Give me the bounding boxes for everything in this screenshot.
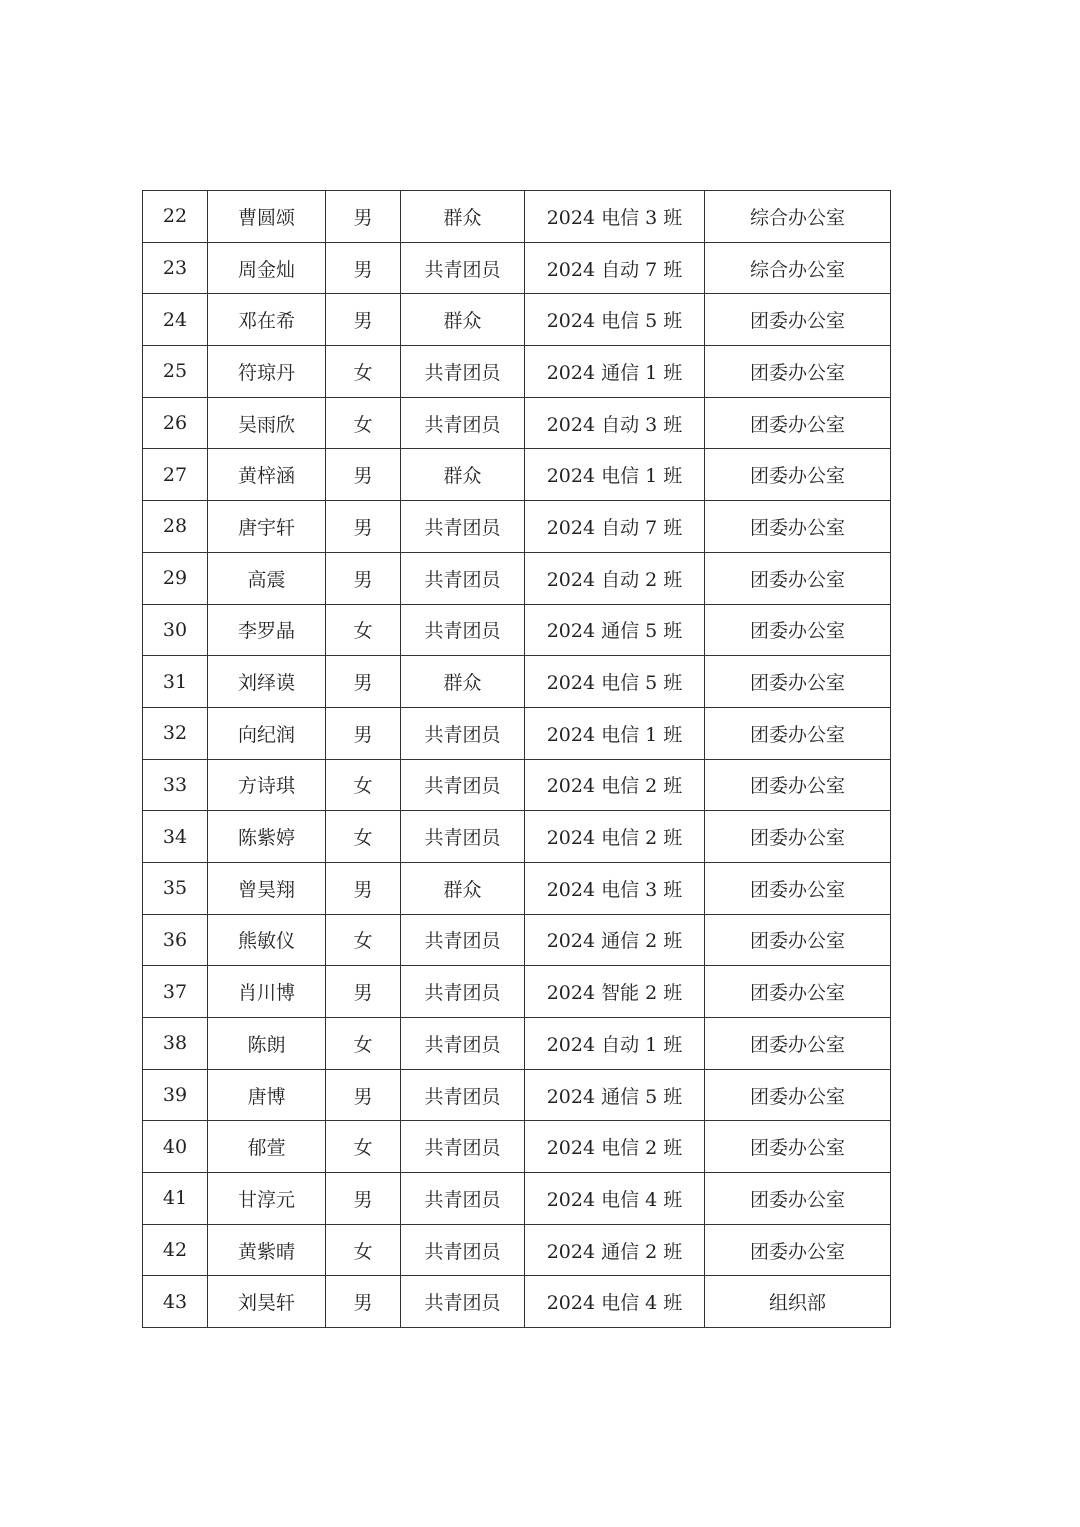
gender-cell: 男 [326, 191, 401, 243]
row-number-cell: 22 [143, 191, 208, 243]
political-status-cell: 群众 [401, 862, 525, 914]
political-status-cell: 群众 [401, 294, 525, 346]
class-cell: 2024 电信 2 班 [525, 1121, 705, 1173]
class-cell: 2024 电信 1 班 [525, 449, 705, 501]
department-cell: 组织部 [705, 1276, 891, 1328]
name-cell: 肖川博 [208, 966, 326, 1018]
political-status-cell: 共青团员 [401, 759, 525, 811]
department-cell: 团委办公室 [705, 811, 891, 863]
class-cell: 2024 通信 2 班 [525, 914, 705, 966]
class-cell: 2024 电信 2 班 [525, 811, 705, 863]
gender-cell: 女 [326, 397, 401, 449]
row-number-cell: 31 [143, 656, 208, 708]
name-cell: 甘淳元 [208, 1173, 326, 1225]
class-cell: 2024 电信 1 班 [525, 707, 705, 759]
row-number-cell: 42 [143, 1224, 208, 1276]
row-number-cell: 26 [143, 397, 208, 449]
class-cell: 2024 智能 2 班 [525, 966, 705, 1018]
table-row [143, 1121, 891, 1173]
table-row [143, 346, 891, 398]
political-status-cell: 共青团员 [401, 1224, 525, 1276]
gender-cell: 男 [326, 242, 401, 294]
row-number-cell: 38 [143, 1018, 208, 1070]
political-status-cell: 共青团员 [401, 1276, 525, 1328]
gender-cell: 男 [326, 294, 401, 346]
member-roster-table [142, 190, 891, 1328]
table-row [143, 1018, 891, 1070]
table-row [143, 294, 891, 346]
political-status-cell: 共青团员 [401, 552, 525, 604]
name-cell: 高震 [208, 552, 326, 604]
table-row [143, 449, 891, 501]
name-cell: 唐宇轩 [208, 501, 326, 553]
class-cell: 2024 通信 5 班 [525, 1069, 705, 1121]
gender-cell: 男 [326, 656, 401, 708]
name-cell: 刘绎谟 [208, 656, 326, 708]
political-status-cell: 共青团员 [401, 346, 525, 398]
political-status-cell: 群众 [401, 449, 525, 501]
class-cell: 2024 自动 2 班 [525, 552, 705, 604]
department-cell: 综合办公室 [705, 242, 891, 294]
department-cell: 综合办公室 [705, 191, 891, 243]
gender-cell: 女 [326, 759, 401, 811]
department-cell: 团委办公室 [705, 759, 891, 811]
political-status-cell: 共青团员 [401, 604, 525, 656]
class-cell: 2024 自动 3 班 [525, 397, 705, 449]
table-row [143, 656, 891, 708]
gender-cell: 女 [326, 1121, 401, 1173]
name-cell: 陈朗 [208, 1018, 326, 1070]
political-status-cell: 共青团员 [401, 397, 525, 449]
table-row [143, 811, 891, 863]
class-cell: 2024 自动 1 班 [525, 1018, 705, 1070]
row-number-cell: 41 [143, 1173, 208, 1225]
department-cell: 团委办公室 [705, 346, 891, 398]
political-status-cell: 共青团员 [401, 242, 525, 294]
gender-cell: 女 [326, 914, 401, 966]
gender-cell: 女 [326, 1224, 401, 1276]
row-number-cell: 34 [143, 811, 208, 863]
class-cell: 2024 电信 4 班 [525, 1276, 705, 1328]
row-number-cell: 33 [143, 759, 208, 811]
department-cell: 团委办公室 [705, 294, 891, 346]
gender-cell: 男 [326, 1069, 401, 1121]
table-row [143, 707, 891, 759]
department-cell: 团委办公室 [705, 914, 891, 966]
table-row [143, 1069, 891, 1121]
name-cell: 李罗晶 [208, 604, 326, 656]
class-cell: 2024 电信 5 班 [525, 656, 705, 708]
table-row [143, 397, 891, 449]
row-number-cell: 39 [143, 1069, 208, 1121]
gender-cell: 男 [326, 449, 401, 501]
gender-cell: 女 [326, 604, 401, 656]
name-cell: 曹圆颂 [208, 191, 326, 243]
department-cell: 团委办公室 [705, 1069, 891, 1121]
name-cell: 刘昊轩 [208, 1276, 326, 1328]
name-cell: 吴雨欣 [208, 397, 326, 449]
name-cell: 陈紫婷 [208, 811, 326, 863]
department-cell: 团委办公室 [705, 862, 891, 914]
political-status-cell: 共青团员 [401, 914, 525, 966]
department-cell: 团委办公室 [705, 552, 891, 604]
political-status-cell: 共青团员 [401, 1018, 525, 1070]
class-cell: 2024 电信 3 班 [525, 191, 705, 243]
department-cell: 团委办公室 [705, 1173, 891, 1225]
class-cell: 2024 通信 5 班 [525, 604, 705, 656]
name-cell: 熊敏仪 [208, 914, 326, 966]
row-number-cell: 27 [143, 449, 208, 501]
table-row [143, 552, 891, 604]
gender-cell: 男 [326, 966, 401, 1018]
political-status-cell: 群众 [401, 191, 525, 243]
department-cell: 团委办公室 [705, 966, 891, 1018]
name-cell: 符琼丹 [208, 346, 326, 398]
department-cell: 团委办公室 [705, 604, 891, 656]
row-number-cell: 24 [143, 294, 208, 346]
row-number-cell: 37 [143, 966, 208, 1018]
class-cell: 2024 自动 7 班 [525, 501, 705, 553]
name-cell: 黄紫晴 [208, 1224, 326, 1276]
class-cell: 2024 电信 2 班 [525, 759, 705, 811]
political-status-cell: 共青团员 [401, 966, 525, 1018]
table-row [143, 1224, 891, 1276]
political-status-cell: 群众 [401, 656, 525, 708]
roster-body [143, 191, 891, 1328]
row-number-cell: 32 [143, 707, 208, 759]
gender-cell: 女 [326, 811, 401, 863]
gender-cell: 男 [326, 862, 401, 914]
gender-cell: 男 [326, 501, 401, 553]
class-cell: 2024 电信 4 班 [525, 1173, 705, 1225]
political-status-cell: 共青团员 [401, 1121, 525, 1173]
political-status-cell: 共青团员 [401, 501, 525, 553]
political-status-cell: 共青团员 [401, 707, 525, 759]
table-row [143, 191, 891, 243]
gender-cell: 男 [326, 552, 401, 604]
name-cell: 向纪润 [208, 707, 326, 759]
department-cell: 团委办公室 [705, 397, 891, 449]
table-row [143, 966, 891, 1018]
name-cell: 方诗琪 [208, 759, 326, 811]
table-row [143, 1276, 891, 1328]
class-cell: 2024 通信 1 班 [525, 346, 705, 398]
gender-cell: 女 [326, 1018, 401, 1070]
department-cell: 团委办公室 [705, 501, 891, 553]
name-cell: 曾昊翔 [208, 862, 326, 914]
row-number-cell: 35 [143, 862, 208, 914]
table-row [143, 501, 891, 553]
political-status-cell: 共青团员 [401, 811, 525, 863]
name-cell: 郁萱 [208, 1121, 326, 1173]
class-cell: 2024 自动 7 班 [525, 242, 705, 294]
gender-cell: 男 [326, 1173, 401, 1225]
gender-cell: 女 [326, 346, 401, 398]
class-cell: 2024 通信 2 班 [525, 1224, 705, 1276]
row-number-cell: 23 [143, 242, 208, 294]
department-cell: 团委办公室 [705, 449, 891, 501]
political-status-cell: 共青团员 [401, 1069, 525, 1121]
table-row [143, 914, 891, 966]
name-cell: 黄梓涵 [208, 449, 326, 501]
table-row [143, 1173, 891, 1225]
gender-cell: 男 [326, 1276, 401, 1328]
department-cell: 团委办公室 [705, 1018, 891, 1070]
department-cell: 团委办公室 [705, 707, 891, 759]
class-cell: 2024 电信 3 班 [525, 862, 705, 914]
department-cell: 团委办公室 [705, 656, 891, 708]
department-cell: 团委办公室 [705, 1121, 891, 1173]
class-cell: 2024 电信 5 班 [525, 294, 705, 346]
table-row [143, 862, 891, 914]
row-number-cell: 28 [143, 501, 208, 553]
row-number-cell: 30 [143, 604, 208, 656]
name-cell: 唐博 [208, 1069, 326, 1121]
table-row [143, 604, 891, 656]
row-number-cell: 40 [143, 1121, 208, 1173]
row-number-cell: 29 [143, 552, 208, 604]
gender-cell: 男 [326, 707, 401, 759]
table-row [143, 759, 891, 811]
row-number-cell: 43 [143, 1276, 208, 1328]
department-cell: 团委办公室 [705, 1224, 891, 1276]
name-cell: 邓在希 [208, 294, 326, 346]
political-status-cell: 共青团员 [401, 1173, 525, 1225]
row-number-cell: 25 [143, 346, 208, 398]
row-number-cell: 36 [143, 914, 208, 966]
name-cell: 周金灿 [208, 242, 326, 294]
table-row [143, 242, 891, 294]
